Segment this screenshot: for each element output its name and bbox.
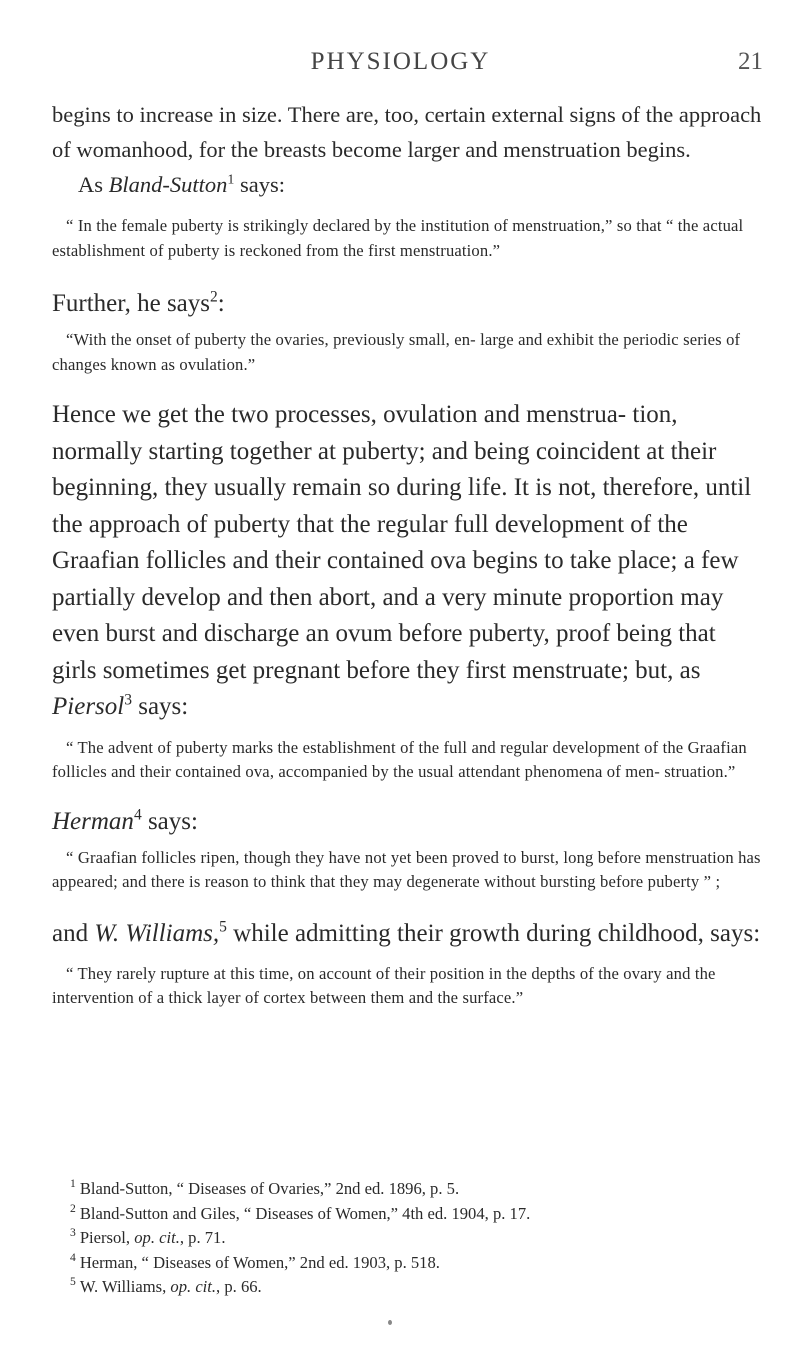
author-w-williams: W. Williams, — [94, 919, 220, 947]
p3-pre: Further, he says — [52, 290, 210, 317]
footnote-italic: op. cit. — [134, 1228, 180, 1247]
footnote-post: , p. 66. — [216, 1277, 262, 1296]
footnote-pre: Piersol, — [79, 1228, 135, 1247]
footnote-number: 5 — [70, 1275, 76, 1289]
author-herman: Herman — [52, 807, 134, 835]
footnote-text: Bland-Sutton and Giles, “ Diseases of Women,” 4th ed. 1904, p. 17. — [79, 1203, 531, 1223]
footnote-ref-5: 5 — [219, 918, 227, 936]
p4-text: Hence we get the two processes, ovulation and menstrua- tion, normally starting together at puberty; and being coincident at their beginning, they usually remain so during life. It is not, therefore, until the approach of puberty that the regular full development of the Graafian follicles and their contained ova begins to take place; a few partially develop and then abort, and a very minute proportion may even burst and discharge an ovum before puberty, proof being that girls sometimes get pregnant before they first menstruate; but, as — [52, 401, 752, 684]
p5-post: says: — [141, 807, 198, 835]
footnote-italic: op. cit. — [170, 1277, 217, 1296]
quote-4: “ Graafian follicles ripen, though they have not yet been proved to burst, long before menstruation has appeared; and there is reason to think that they may degenerate without bursting before puberty ” ; — [52, 847, 761, 891]
footnote-number: 1 — [70, 1177, 76, 1191]
p2-post: says: — [234, 172, 285, 197]
footnote-4 — [52, 1251, 764, 1276]
p6-pre: and — [52, 919, 95, 947]
paragraph-6 — [52, 915, 764, 952]
paragraph-2 — [52, 167, 764, 202]
quote-1: “ In the female puberty is strikingly declared by the institution of menstruation,” so that “ the actual establishment of puberty is reckoned from the first menstruation.” — [52, 216, 744, 260]
footnote-3 — [52, 1226, 764, 1251]
footnote-ref-3: 3 — [124, 691, 132, 709]
main-text — [52, 97, 764, 1011]
paragraph-1: begins to increase in size. There are, too, certain external signs of the approach of womanhood, for the breasts become larger and menstruation begins. — [52, 102, 762, 162]
paragraph-3 — [52, 285, 764, 322]
paragraph-4 — [52, 397, 764, 726]
footnote-1 — [52, 1177, 764, 1202]
footnote-2 — [52, 1202, 764, 1227]
author-piersol: Piersol — [52, 693, 125, 720]
quote-5: “ They rarely rupture at this time, on account of their position in the depths of the ovary and the intervention of a thick layer of cortex between them and the surface.” — [52, 963, 716, 1007]
footnote-number: 4 — [70, 1250, 76, 1264]
quote-2: “With the onset of puberty the ovaries, previously small, en- large and exhibit the periodic series of changes known as ovulation.” — [52, 330, 741, 374]
footnote-post: , p. 71. — [179, 1228, 226, 1247]
p6-post: while admitting their growth during childhood, says: — [226, 919, 761, 947]
footnote-number: 2 — [70, 1201, 76, 1215]
footnotes — [52, 1177, 764, 1300]
p4-post: says: — [131, 693, 189, 720]
footnote-text: Bland-Sutton, “ Diseases of Ovaries,” 2nd ed. 1896, p. 5. — [79, 1179, 460, 1198]
page-number: 21 — [738, 48, 763, 75]
footnote-ref-1: 1 — [227, 172, 235, 188]
paragraph-5 — [52, 803, 764, 840]
footnote-pre: W. Williams, — [79, 1277, 171, 1296]
footnote-text: Herman, “ Diseases of Women,” 2nd ed. 1903, p. 518. — [79, 1252, 440, 1272]
footnote-ref-2: 2 — [210, 288, 218, 306]
footnote-5 — [52, 1275, 764, 1300]
footnote-ref-4: 4 — [133, 806, 142, 824]
ink-speck — [388, 1320, 392, 1325]
running-head: PHYSIOLOGY — [310, 48, 491, 75]
page-header — [0, 48, 801, 88]
p2-pre: As — [78, 172, 109, 197]
p3-post: : — [217, 290, 225, 317]
author-bland-sutton: Bland-Sutton — [108, 172, 228, 197]
quote-3: “ The advent of puberty marks the establishment of the full and regular development of the Graafian follicles and their contained ova, accompanied by the usual attendant phenomena of men- struation.” — [52, 737, 747, 781]
footnote-number: 3 — [70, 1226, 76, 1240]
